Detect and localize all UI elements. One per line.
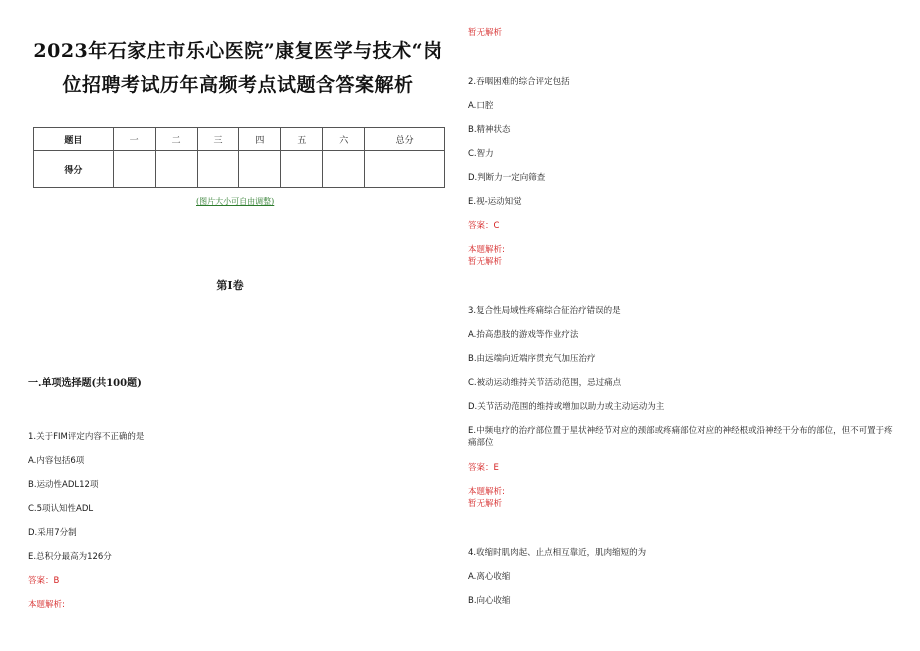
score-header-cell: 二 (155, 128, 197, 151)
q3-option-c: C.被动运动维持关节活动范围，忌过痛点 (468, 378, 622, 388)
q3-option-e: E.中频电疗的治疗部位置于星状神经节对应的颈部或疼痛部位对应的神经根或沿神经干分布的部位，但不可置于疼痛部位 (468, 426, 893, 448)
q1-analysis-label: 本题解析: (28, 600, 65, 610)
score-header-cell: 六 (323, 128, 365, 151)
q4-option-b: B.向心收缩 (468, 596, 511, 606)
score-row-label: 得分 (34, 151, 114, 188)
score-header-cell: 五 (281, 128, 323, 151)
q3-option-d: D.关节活动范围的维持或增加以助力或主动运动为主 (468, 402, 665, 412)
q2-option-a: A.口腔 (468, 101, 494, 111)
score-cell (197, 151, 239, 188)
q1-stem: 1.关于FIM评定内容不正确的是 (28, 432, 145, 442)
q1-answer: 答案：B (28, 576, 60, 586)
q2-option-e: E.视-运动知觉 (468, 197, 522, 207)
q3-analysis-label: 本题解析: (468, 487, 505, 497)
q1-option-c: C.5项认知性ADL (28, 504, 94, 514)
score-cell (365, 151, 445, 188)
score-header-cell: 一 (113, 128, 155, 151)
q2-option-b: B.精神状态 (468, 125, 511, 135)
q3-option-b: B.由远端向近端序贯充气加压治疗 (468, 354, 596, 364)
q2-analysis-label: 本题解析: (468, 245, 505, 255)
score-cell (323, 151, 365, 188)
q2-option-d: D.判断力一定向筛查 (468, 173, 546, 183)
score-header-cell: 总分 (365, 128, 445, 151)
score-cell (281, 151, 323, 188)
section-heading: 一.单项选择题(共100题) (28, 378, 142, 389)
score-table-row (34, 151, 445, 188)
q4-option-a: A.离心收缩 (468, 572, 511, 582)
volume-label: 第Ⅰ卷 (216, 279, 244, 292)
q1-option-e: E.总积分最高为126分 (28, 552, 112, 562)
q4-stem: 4.收缩时肌肉起、止点相互靠近，肌肉缩短的为 (468, 548, 647, 558)
right-column (460, 0, 920, 651)
title-line-2: 位招聘考试历年高频考点试题含答案解析 (62, 74, 414, 96)
score-header-cell: 四 (239, 128, 281, 151)
document-title (28, 34, 448, 102)
q1-option-b: B.运动性ADL12项 (28, 480, 99, 490)
q2-analysis-text: 暂无解析 (468, 257, 503, 267)
q3-analysis-text: 暂无解析 (468, 499, 503, 509)
score-table-header-row (34, 128, 445, 151)
q1-analysis-text: 暂无解析 (468, 28, 503, 38)
score-header-cell: 题目 (34, 128, 114, 151)
q2-option-c: C.智力 (468, 149, 494, 159)
q3-stem: 3.复合性局域性疼痛综合征治疗错误的是 (468, 306, 621, 316)
q2-answer: 答案：C (468, 221, 500, 231)
score-header-cell: 三 (197, 128, 239, 151)
title-line-1: 2023年石家庄市乐心医院”康复医学与技术“岗 (33, 40, 443, 62)
image-caption: (图片大小可自由调整) (196, 197, 275, 206)
score-cell (239, 151, 281, 188)
q1-option-a: A.内容包括6项 (28, 456, 85, 466)
q3-option-a: A.抬高患肢的游戏等作业疗法 (468, 330, 579, 340)
score-table (33, 127, 445, 188)
score-cell (113, 151, 155, 188)
score-cell (155, 151, 197, 188)
q2-stem: 2.吞咽困难的综合评定包括 (468, 77, 570, 87)
q3-answer: 答案：E (468, 463, 499, 473)
q1-option-d: D.采用7分制 (28, 528, 77, 538)
